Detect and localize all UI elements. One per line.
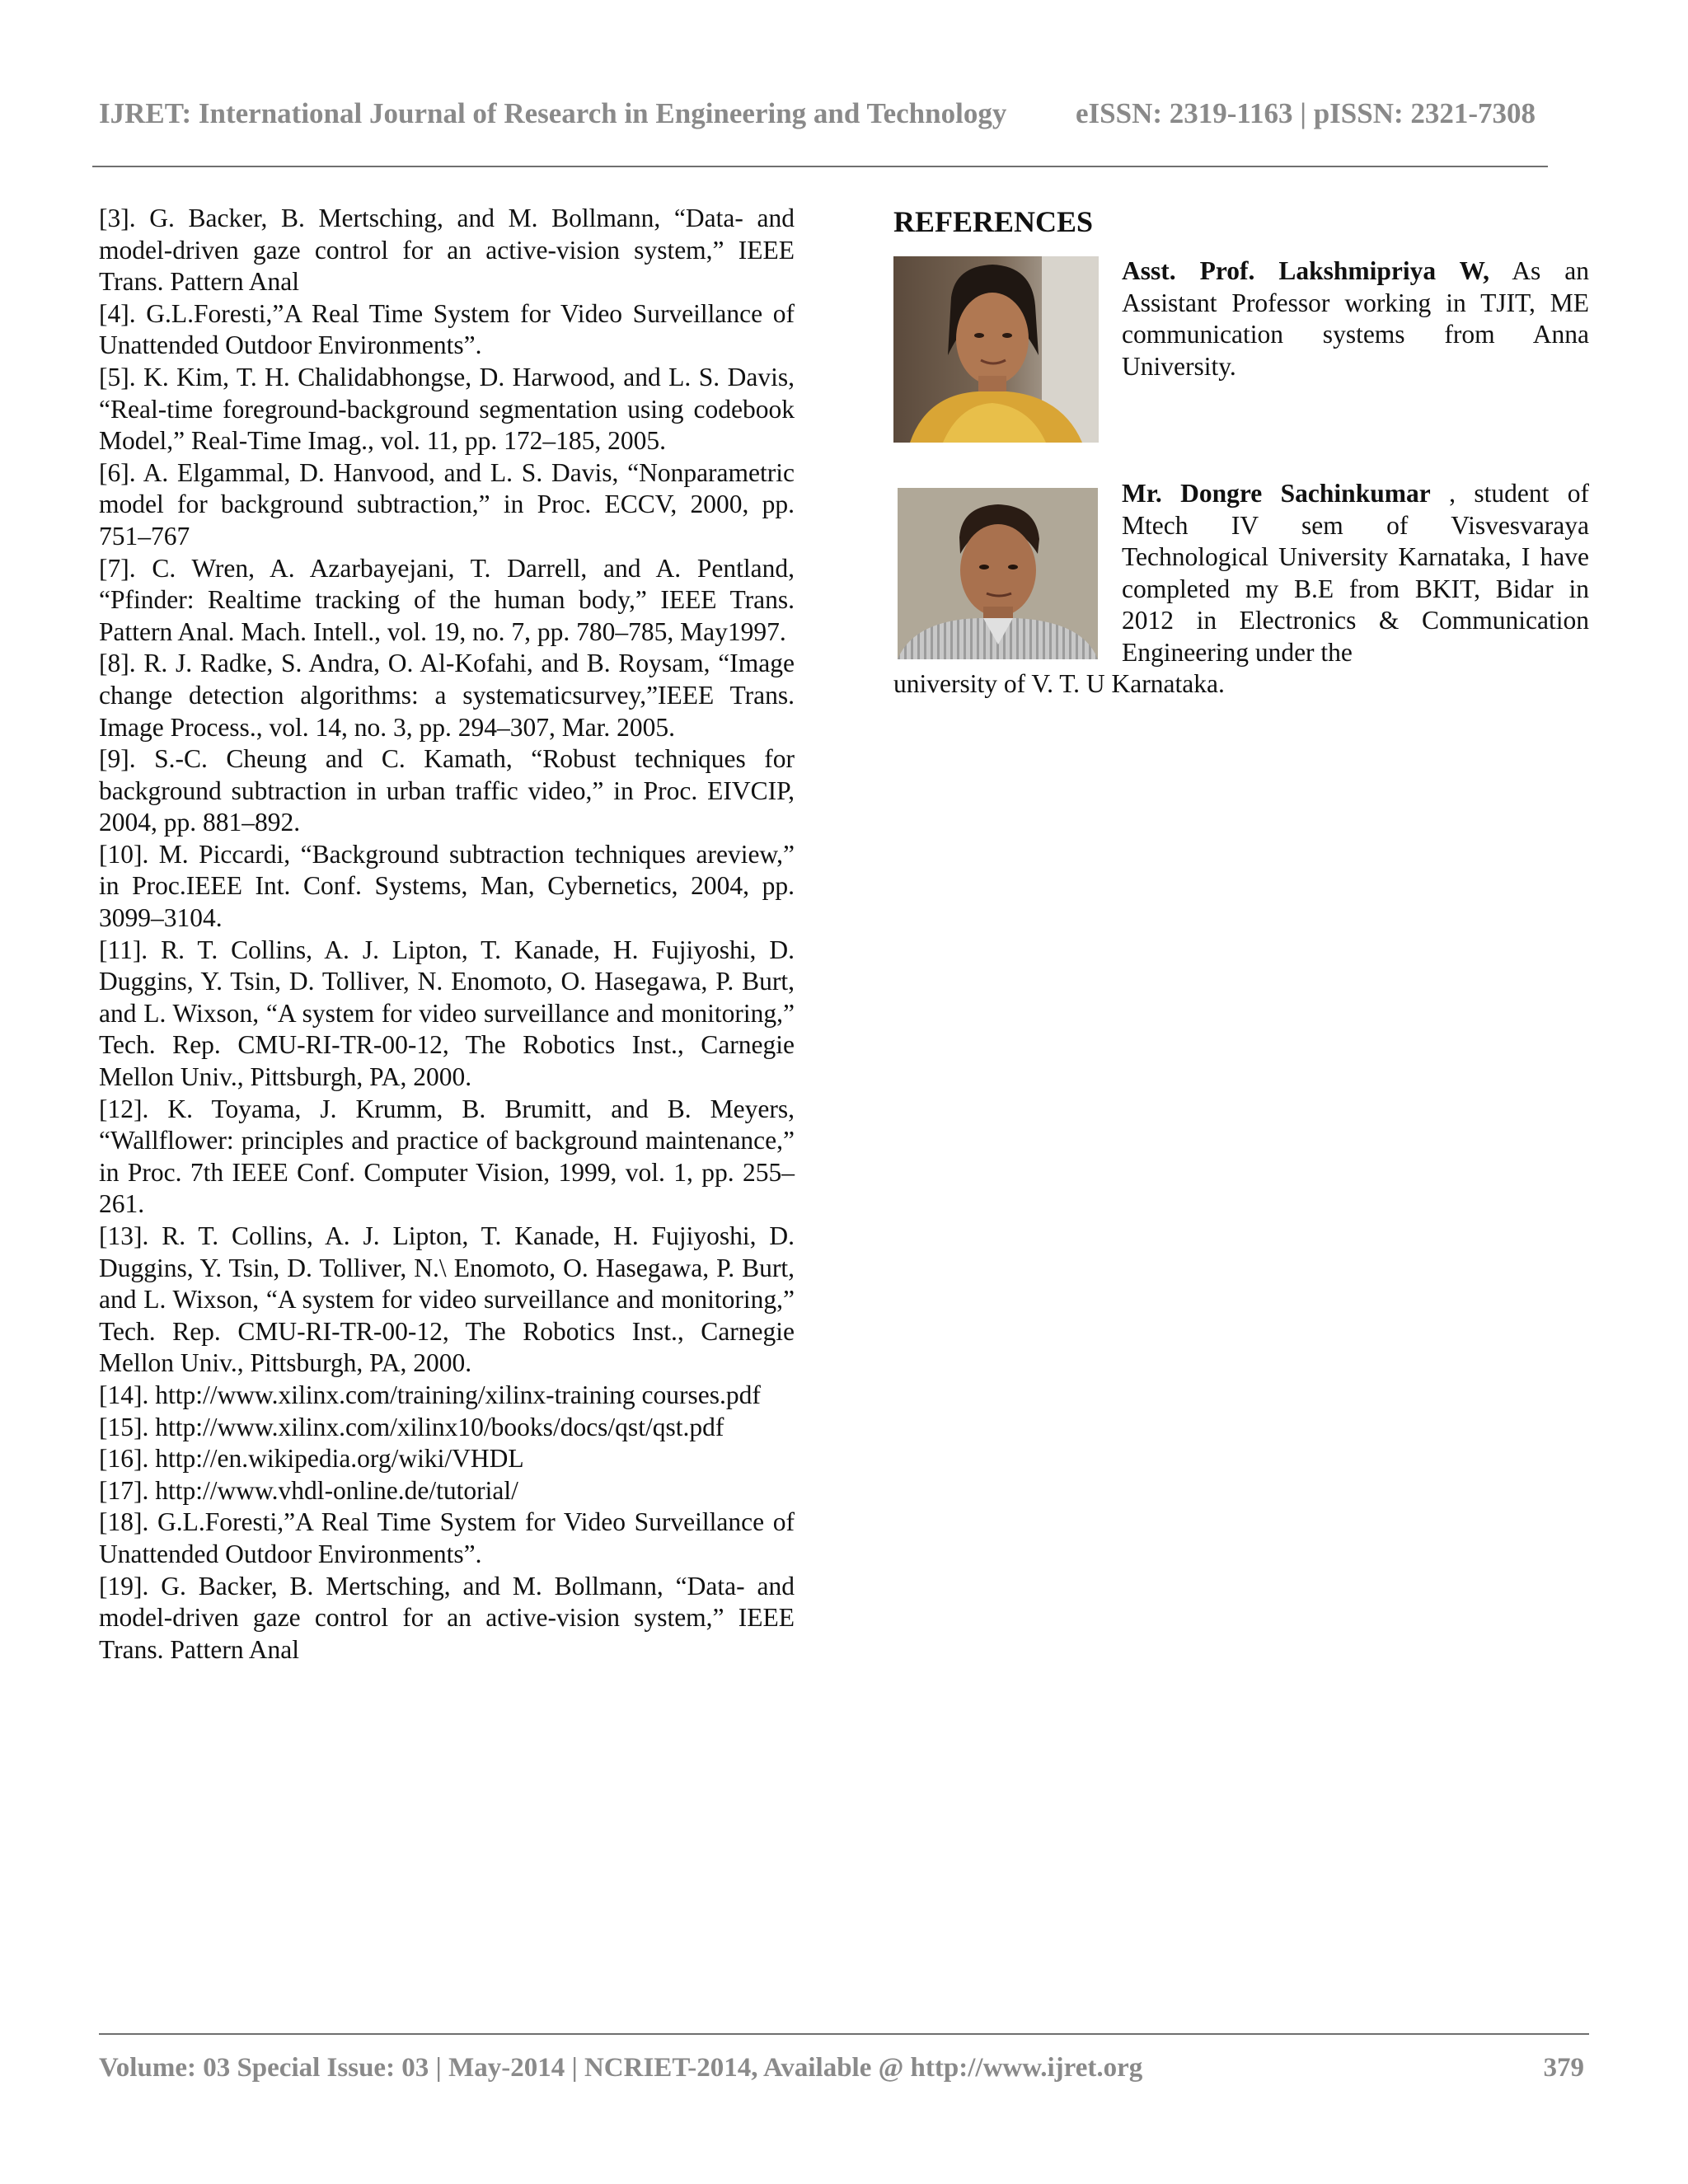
- reference-item: [18]. G.L.Foresti,”A Real Time System for Video Surveillance of Unattended Outdoor Environments”.: [99, 1507, 795, 1568]
- reference-item: [3]. G. Backer, B. Mertsching, and M. Bollmann, “Data- and model-driven gaze control for an active-vision system,” IEEE Trans. Pattern Anal: [99, 204, 795, 297]
- reference-item: [17]. http://www.vhdl-online.de/tutorial/: [99, 1475, 518, 1505]
- running-header: [99, 97, 1550, 138]
- journal-issn: eISSN: 2319-1163 | pISSN: 2321-7308: [1076, 97, 1536, 129]
- author-bio-text: As an Assistant Professor working in TJIT, ME communication systems from Anna University.: [1122, 256, 1589, 381]
- page-number: 379: [1543, 2053, 1584, 2083]
- author-bio-continuation: university of V. T. U Karnataka.: [893, 669, 1225, 698]
- author-photo: [893, 256, 1099, 443]
- reference-item: [14]. http://www.xilinx.com/training/xilinx-training courses.pdf: [99, 1380, 761, 1409]
- issue-info: Volume: 03 Special Issue: 03 | May-2014 | NCRIET-2014, Available @ http://www.ijret.org: [99, 2053, 1143, 2083]
- author-name: Mr. Dongre Sachinkumar: [1122, 479, 1431, 508]
- author-name: Asst. Prof. Lakshmipriya W,: [1122, 256, 1490, 285]
- reference-item: [7]. C. Wren, A. Azarbayejani, T. Darrell, and A. Pentland, “Pfinder: Realtime tracking of the human body,” IEEE Trans. Pattern Anal. Mach. Intell., vol. 19, no. 7, pp. 780–785, May1997.: [99, 553, 795, 646]
- reference-item: [8]. R. J. Radke, S. Andra, O. Al-Kofahi, and B. Roysam, “Image change detection algorithms: a systematicsurvey,”IEEE Trans. Image Process., vol. 14, no. 3, pp. 294–307, Mar. 2005.: [99, 649, 795, 742]
- reference-item: [9]. S.-C. Cheung and C. Kamath, “Robust techniques for background subtraction in urban traffic video,” in Proc. EIVCIP, 2004, pp. 881–892.: [99, 744, 795, 837]
- footer-divider: [99, 2033, 1589, 2035]
- reference-item: [16]. http://en.wikipedia.org/wiki/VHDL: [99, 1444, 524, 1474]
- section-heading: REFERENCES: [893, 205, 1094, 238]
- reference-item: [11]. R. T. Collins, A. J. Lipton, T. Kanade, H. Fujiyoshi, D. Duggins, Y. Tsin, D. Tolliver, N. Enomoto, O. Hasegawa, P. Burt, and L. Wixson, “A system for video surveillance and monitoring,” Tech. Rep. CMU-RI-TR-00-12, The Robotics Inst., Carnegie Mellon Univ., Pittsburgh, PA, 2000.: [99, 935, 795, 1092]
- author-bio-text: , student of Mtech IV sem of Visvesvaraya Technological University Karnataka, I have completed my B.E from BKIT, Bidar in 2012 in Electronics & Communication Engineering under the: [1122, 479, 1590, 667]
- author-bio: [1122, 478, 1589, 669]
- running-footer: [99, 2053, 1589, 2091]
- journal-title: IJRET: International Journal of Research in Engineering and Technology: [99, 97, 1007, 129]
- reference-item: [6]. A. Elgammal, D. Hanvood, and L. S. Davis, “Nonparametric model for background subtraction,” in Proc. ECCV, 2000, pp. 751–767: [99, 457, 795, 551]
- author-photo: [898, 488, 1098, 659]
- reference-item: [12]. K. Toyama, J. Krumm, B. Brumitt, and B. Meyers, “Wallflower: principles and practice of background maintenance,” in Proc. 7th IEEE Conf. Computer Vision, 1999, vol. 1, pp. 255–261.: [99, 1094, 795, 1219]
- reference-item: [4]. G.L.Foresti,”A Real Time System for Video Surveillance of Unattended Outdoor Environments”.: [99, 298, 795, 360]
- reference-item: [19]. G. Backer, B. Mertsching, and M. Bollmann, “Data- and model-driven gaze control for an active-vision system,” IEEE Trans. Pattern Anal: [99, 1571, 795, 1664]
- header-divider: [92, 166, 1548, 167]
- reference-item: [15]. http://www.xilinx.com/xilinx10/books/docs/qst/qst.pdf: [99, 1412, 724, 1441]
- reference-item: [10]. M. Piccardi, “Background subtraction techniques areview,” in Proc.IEEE Int. Conf. Systems, Man, Cybernetics, 2004, pp. 3099–3104.: [99, 839, 795, 933]
- references-list: [99, 203, 795, 1666]
- reference-item: [5]. K. Kim, T. H. Chalidabhongse, D. Harwood, and L. S. Davis, “Real-time foreground-background segmentation using codebook Model,” Real-Time Imag., vol. 11, pp. 172–185, 2005.: [99, 362, 795, 456]
- author-bio: [1122, 255, 1589, 382]
- reference-item: [13]. R. T. Collins, A. J. Lipton, T. Kanade, H. Fujiyoshi, D. Duggins, Y. Tsin, D. Tolliver, N.\ Enomoto, O. Hasegawa, P. Burt, and L. Wixson, “A system for video surveillance and monitoring,” Tech. Rep. CMU-RI-TR-00-12, The Robotics Inst., Carnegie Mellon Univ., Pittsburgh, PA, 2000.: [99, 1221, 795, 1378]
